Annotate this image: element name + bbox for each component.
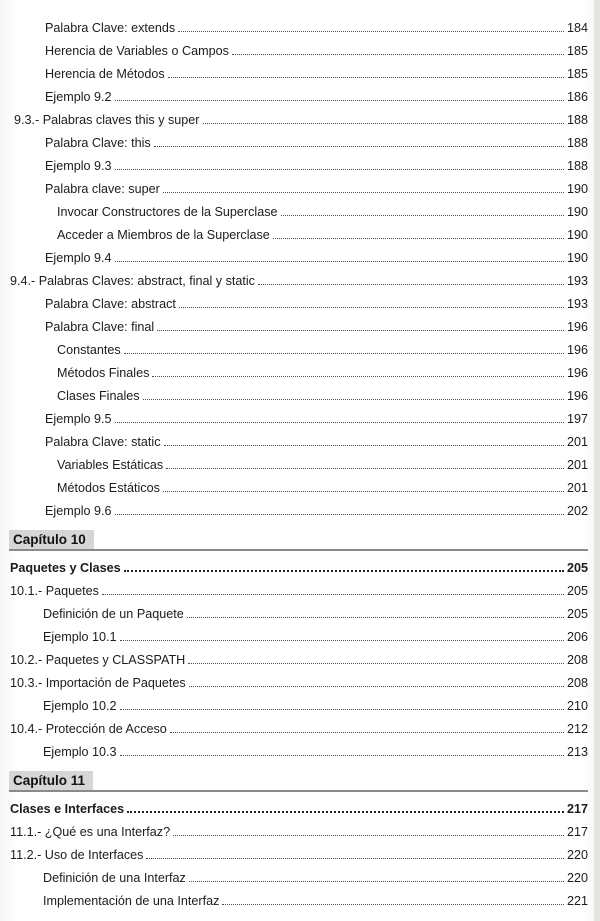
leader-dots: [115, 506, 564, 515]
toc-entry[interactable]: [43, 740, 588, 760]
leader-dots: [164, 437, 564, 446]
leader-dots: [120, 632, 564, 641]
toc-entry-page: 201: [566, 481, 588, 495]
leader-dots: [188, 655, 564, 664]
toc-entry-label: 11.1.- ¿Qué es una Interfaz?: [10, 825, 171, 839]
toc-entry[interactable]: [45, 499, 588, 519]
toc-entry-page: 190: [566, 228, 588, 242]
toc-entry[interactable]: [45, 131, 588, 151]
leader-dots: [115, 414, 564, 423]
toc-entry-page: 186: [566, 90, 588, 104]
toc-entry[interactable]: [45, 62, 588, 82]
toc-entry-page: 202: [566, 504, 588, 518]
toc-entry-page: 221: [566, 894, 588, 908]
toc-entry[interactable]: [45, 85, 588, 105]
toc-entry-page: 188: [566, 113, 588, 127]
leader-dots: [189, 678, 564, 687]
leader-dots: [163, 184, 564, 193]
toc-entry[interactable]: [43, 694, 588, 714]
toc-entry-page: 193: [566, 274, 588, 288]
toc-entry[interactable]: [45, 16, 588, 36]
toc-entry-page: 196: [566, 320, 588, 334]
leader-dots: [115, 92, 564, 101]
toc-entry-page: 217: [566, 825, 588, 839]
leader-dots: [178, 23, 564, 32]
leader-dots: [189, 873, 564, 882]
toc-entry-label: Herencia de Variables o Campos: [45, 44, 229, 58]
toc-entry-label: Invocar Constructores de la Superclase: [57, 205, 278, 219]
toc-entry-label: Clases Finales: [57, 389, 140, 403]
leader-dots: [124, 345, 564, 354]
leader-dots: [154, 138, 564, 147]
toc-entry-label: Ejemplo 10.1: [43, 630, 117, 644]
toc-chapter-entry[interactable]: [10, 556, 588, 576]
toc-entry[interactable]: [45, 154, 588, 174]
toc-entry-label: 11.2.- Uso de Interfaces: [10, 848, 144, 862]
leader-dots: [203, 115, 564, 124]
toc-section-entry[interactable]: [10, 843, 588, 863]
toc-section-entry[interactable]: [10, 717, 588, 737]
toc-entry-page: 210: [566, 699, 588, 713]
toc-entry-label: Variables Estáticas: [57, 458, 164, 472]
toc-entry-page: 185: [566, 67, 588, 81]
toc-entry-label: 10.3.- Importación de Paquetes: [10, 676, 186, 690]
toc-entry-page: 201: [566, 458, 588, 472]
toc-subentry[interactable]: [57, 338, 588, 358]
toc-entry-label: Ejemplo 9.4: [45, 251, 112, 265]
leader-dots: [127, 803, 564, 813]
toc-entry[interactable]: [45, 177, 588, 197]
leader-dots: [187, 609, 564, 618]
toc-entry-page: 208: [566, 676, 588, 690]
toc-entry-label: Palabra Clave: final: [45, 320, 155, 334]
toc-entry-page: 188: [566, 136, 588, 150]
leader-dots: [152, 368, 564, 377]
toc-entry-label: Clases e Interfaces: [10, 802, 125, 816]
leader-dots: [170, 724, 564, 733]
chapter-heading: Capítulo 10: [9, 530, 94, 549]
toc-section-entry[interactable]: [14, 108, 588, 128]
toc-entry[interactable]: [45, 407, 588, 427]
toc-entry-page: 190: [566, 205, 588, 219]
toc-subentry[interactable]: [57, 384, 588, 404]
toc-entry[interactable]: [45, 430, 588, 450]
toc-entry-page: 212: [566, 722, 588, 736]
leader-dots: [173, 827, 564, 836]
toc-section-entry[interactable]: [10, 671, 588, 691]
toc-entry-page: 190: [566, 251, 588, 265]
toc-entry-page: 188: [566, 159, 588, 173]
toc-entry-label: Definición de una Interfaz: [43, 871, 186, 885]
toc-entry-label: Paquetes y Clases: [10, 561, 121, 575]
toc-entry-label: Ejemplo 10.3: [43, 745, 117, 759]
leader-dots: [120, 747, 564, 756]
toc-section-entry[interactable]: [10, 269, 588, 289]
toc-entry-page: 196: [566, 343, 588, 357]
toc-subentry[interactable]: [57, 200, 588, 220]
chapter-rule: [9, 790, 588, 792]
toc-entry-page: 197: [566, 412, 588, 426]
toc-entry-page: 206: [566, 630, 588, 644]
leader-dots: [222, 896, 564, 905]
toc-entry-page: 220: [566, 871, 588, 885]
leader-dots: [258, 276, 564, 285]
toc-entry[interactable]: [43, 625, 588, 645]
toc-entry-label: 9.4.- Palabras Claves: abstract, final y static: [10, 274, 255, 288]
leader-dots: [143, 391, 564, 400]
toc-entry[interactable]: [45, 246, 588, 266]
leader-dots: [157, 322, 564, 331]
toc-entry-label: Implementación de una Interfaz: [43, 894, 220, 908]
leader-dots: [115, 253, 564, 262]
toc-subentry[interactable]: [57, 476, 588, 496]
leader-dots: [166, 460, 564, 469]
toc-entry-page: 185: [566, 44, 588, 58]
toc-entry-label: Ejemplo 9.3: [45, 159, 112, 173]
toc-entry-label: Palabra Clave: static: [45, 435, 161, 449]
toc-section-entry[interactable]: [10, 579, 588, 599]
toc-entry-page: 184: [566, 21, 588, 35]
toc-entry-label: Herencia de Métodos: [45, 67, 165, 81]
leader-dots: [115, 161, 564, 170]
toc-entry[interactable]: [43, 866, 588, 886]
toc-entry-page: 213: [566, 745, 588, 759]
toc-entry-page: 196: [566, 389, 588, 403]
toc-entry-label: Palabra Clave: abstract: [45, 297, 176, 311]
toc-entry-label: Ejemplo 9.2: [45, 90, 112, 104]
leader-dots: [179, 299, 564, 308]
toc-entry-label: Métodos Finales: [57, 366, 150, 380]
toc-entry-label: Ejemplo 9.5: [45, 412, 112, 426]
toc-entry-label: Métodos Estáticos: [57, 481, 160, 495]
toc-entry-label: 9.3.- Palabras claves this y super: [14, 113, 200, 127]
leader-dots: [163, 483, 564, 492]
leader-dots: [102, 586, 564, 595]
toc-entry-label: 10.1.- Paquetes: [10, 584, 99, 598]
leader-dots: [232, 46, 564, 55]
toc-entry-page: 205: [566, 607, 588, 621]
toc-entry-page: 193: [566, 297, 588, 311]
toc-entry-label: Palabra Clave: extends: [45, 21, 176, 35]
toc-entry-label: Definición de un Paquete: [43, 607, 184, 621]
toc-entry[interactable]: [45, 315, 588, 335]
leader-dots: [168, 69, 564, 78]
leader-dots: [146, 850, 564, 859]
toc-entry-page: 217: [566, 802, 588, 816]
toc-entry-label: 10.2.- Paquetes y CLASSPATH: [10, 653, 186, 667]
toc-entry-label: 10.4.- Protección de Acceso: [10, 722, 167, 736]
leader-dots: [120, 701, 564, 710]
toc-section-entry[interactable]: [10, 820, 588, 840]
toc-entry-page: 196: [566, 366, 588, 380]
toc-subentry[interactable]: [57, 223, 588, 243]
toc-subentry[interactable]: [57, 453, 588, 473]
toc-entry-page: 190: [566, 182, 588, 196]
toc-entry-page: 220: [566, 848, 588, 862]
toc-entry-page: 201: [566, 435, 588, 449]
leader-dots: [281, 207, 564, 216]
toc-chapter-entry[interactable]: [10, 797, 588, 817]
toc-entry-page: 205: [566, 584, 588, 598]
toc-entry-page: 205: [566, 561, 588, 575]
toc-entry-label: Ejemplo 9.6: [45, 504, 112, 518]
toc-entry-label: Acceder a Miembros de la Superclase: [57, 228, 270, 242]
toc-entry[interactable]: [43, 889, 588, 909]
toc-entry-label: Palabra Clave: this: [45, 136, 151, 150]
toc-entry-label: Constantes: [57, 343, 121, 357]
toc-entry-label: Ejemplo 10.2: [43, 699, 117, 713]
page-edge-shadow: [594, 0, 600, 921]
toc-subentry[interactable]: [57, 361, 588, 381]
leader-dots: [273, 230, 564, 239]
toc-entry-page: 208: [566, 653, 588, 667]
chapter-heading: Capítulo 11: [9, 771, 93, 790]
toc-entry[interactable]: [45, 292, 588, 312]
chapter-rule: [9, 549, 588, 551]
toc-entry[interactable]: [45, 39, 588, 59]
leader-dots: [124, 562, 564, 572]
toc-entry[interactable]: [43, 602, 588, 622]
toc-entry-label: Palabra clave: super: [45, 182, 160, 196]
toc-section-entry[interactable]: [10, 648, 588, 668]
